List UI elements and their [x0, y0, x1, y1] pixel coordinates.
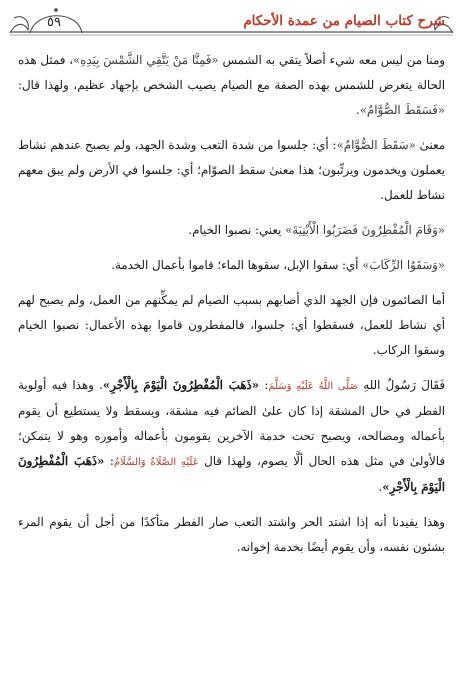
paragraph-text: . وهذا فيه أولوية الفطر في حال المشقة إذا كان علىٰ الصائم فيه مشقة، ويسقط ولا يستطيع أن يقوم بأعماله ومصالحه، ويصبح تحت خدمة الآخرين يقومون بأعماله وأموره وهو لا يتمكن؛ فالأولىٰ في مثل هذه الحال ألَّا يصوم، ولهذا قال: [18, 378, 446, 468]
paragraph-text: فَقَالَ رَسُولُ اللهِ: [357, 378, 445, 392]
paragraph-text: يعني: نصبوا الخيام.: [188, 223, 286, 237]
paragraph-1: [18, 48, 445, 123]
paragraph-text: :: [104, 454, 114, 468]
paragraph-text: :: [259, 378, 269, 392]
honorific-symbol: عَلَيْهِ الصَّلَاةُ وَالسَّلَامُ: [113, 457, 199, 468]
honorific-symbol: صَلَّى اللَّهُ عَلَيْهِ وَسَلَّمَ: [268, 381, 358, 392]
page-number: ٥٩: [47, 15, 61, 30]
paragraph-2: [18, 133, 445, 208]
hadith-quote: «ذَهَبَ الْمُفْطِرُونَ الْيَوْمَ بِالْأَجْرِ»: [102, 378, 260, 392]
paragraph-7: [18, 510, 445, 560]
paragraph-text: ، فمثل هذه الحالة يتعرض للشمس بهذه الصفة مع الصيام يصيب الشخص بإجهاد عظيم، ولهذا قال:: [18, 53, 445, 92]
book-title: شرح كتاب الصيام من عمدة الأحكام: [243, 13, 445, 29]
page-header: [0, 0, 463, 42]
hadith-quote: «فَسَقَطَ الصُّوَّامُ»: [359, 103, 445, 117]
paragraph-text: : أي: جلسوا من شدة التعب وشدة الجهد، ولم يصبح عندهم نشاط يعملون ويخدمون ويرتِّبون؛ هذا معنىٰ سقط الصوّام؛ أي: جلسوا في الأرض ولم يبق معهم نشاط للعمل.: [18, 138, 445, 202]
hadith-quote: «سَقَطَ الصُّوَّامُ»: [336, 138, 416, 152]
hadith-quote: «وَقَامَ الْمُفْطِرُونَ فَضَرَبُوا الْأَبْنِيَةَ»: [285, 223, 445, 237]
hadith-quote: «وَسَقَوُا الرِّكَابَ»: [362, 258, 445, 272]
paragraph-text: ومنا من ليس معه شيء أصلاً يتقي به الشمس: [218, 53, 445, 67]
paragraph-text: .: [355, 103, 360, 117]
page-body: [18, 48, 445, 570]
hadith-quote: «فَمِنَّا مَنْ يَتَّقِي الشَّمْسَ بِيَدِهِ»: [72, 53, 219, 67]
paragraph-5: [18, 288, 445, 363]
paragraph-text: وهذا يفيدنا أنه إذا اشتد الحر واشتد التعب صار الفطر متأكدًا من أجل أن يقوم المرء بشئون نفسه، وأن يقوم أيضًا بخدمة إخوانه.: [18, 515, 445, 554]
paragraph-text: أي: سقوا الإبل، سقوها الماء؛ قاموا بأعمال الخدمة.: [111, 258, 363, 272]
paragraph-3: [18, 218, 445, 243]
paragraph-6: [18, 373, 445, 500]
paragraph-4: [18, 253, 445, 278]
paragraph-text: معنىٰ: [415, 138, 446, 152]
paragraph-text: .: [378, 480, 383, 494]
paragraph-text: أما الصائمون فإن الجهد الذي أصابهم بسبب الصيام لم يمكِّنهم من العمل، ولم يصبح لهم أي نشاط للعمل، فسقطوا أي: جلسوا، فالمفطرون قاموا بهذه الأعمال: نصبوا الخيام وسقوا الركاب.: [18, 293, 445, 357]
hadith-quote: «ذَهَبَ الْمُفْطِرُونَ الْيَوْمَ بِالْأَجْرِ»: [18, 454, 445, 494]
